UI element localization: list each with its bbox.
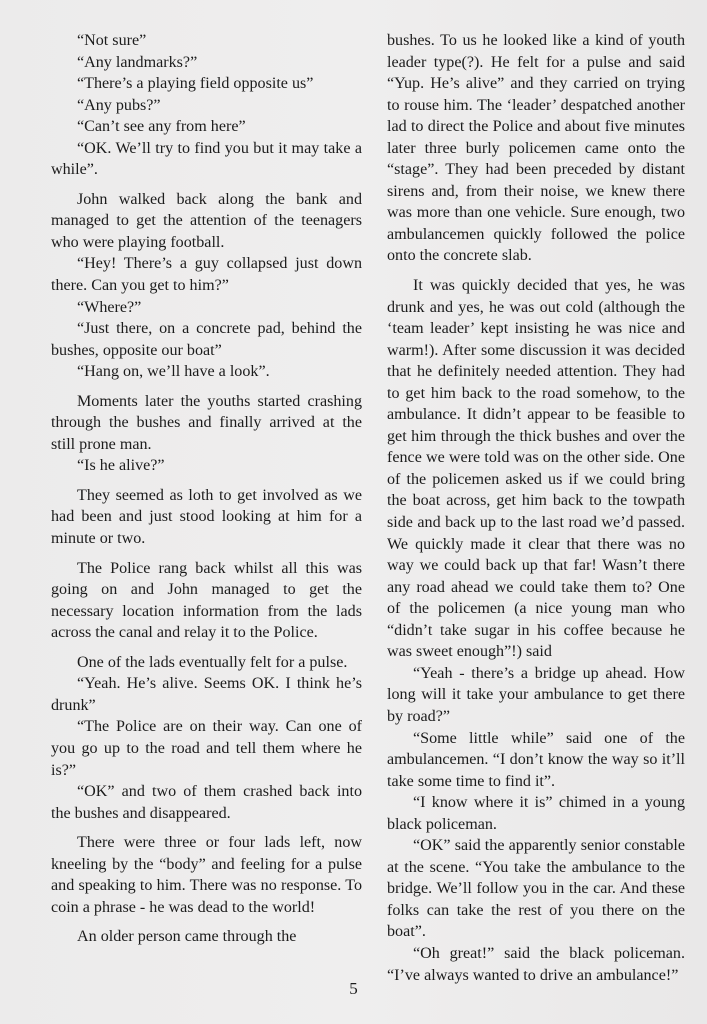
paragraph: “The Police are on their way. Can one of you go up to the road and tell them where he is?” (51, 718, 362, 779)
paragraph: “Any landmarks?” (77, 53, 198, 71)
left-text-column (51, 30, 362, 948)
paragraph: An older person came through the (77, 928, 297, 946)
paragraph: “There’s a playing field opposite us” (77, 75, 314, 93)
paragraph: “Hey! There’s a guy collapsed just down there. Can you get to him?” (51, 255, 362, 295)
paragraph: “Hang on, we’ll have a look”. (77, 363, 270, 381)
paragraph: It was quickly decided that yes, he was drunk and yes, he was out cold (although the ‘team leader’ kept insisting he was nice and warm!). After some discussion it was decided that he definitely needed attention. They had to get him back to the road somehow, to the ambulance. It didn’t appear to be feasible to get him through the thick bushes and over the fence we were told was on the other side. One of the policemen asked us if we could bring the boat across, get him back to the towpath side and back up to the last road we’d passed. We quickly made it clear that there was no way we could back up that far! Wasn’t there any road ahead we could take them to? One of the policemen (a nice young man who “didn’t take sugar in his coffee because he was sweet enough”!) said (387, 277, 685, 661)
paragraph: One of the lads eventually felt for a pulse. (77, 653, 348, 671)
paragraph: “Is he alive?” (77, 457, 165, 475)
paragraph: “Yeah - there’s a bridge up ahead. How long will it take your ambulance to get there by road?” (387, 664, 685, 725)
paragraph: “Any pubs?” (77, 96, 161, 114)
paragraph: Moments later the youths started crashing through the bushes and finally arrived at the still prone man. (51, 392, 362, 453)
right-text-column (387, 30, 685, 986)
paragraph: The Police rang back whilst all this was going on and John managed to get the necessary location information from the lads across the canal and relay it to the Police. (51, 559, 362, 642)
paragraph: “OK” and two of them crashed back into the bushes and disappeared. (51, 783, 362, 822)
paragraph: John walked back along the bank and managed to get the attention of the teenagers who were playing football. (51, 190, 362, 251)
paragraph: “OK” said the apparently senior constable at the scene. “You take the ambulance to the bridge. We’ll follow you in the car. And these folks can take the rest of you there on the boat”. (387, 837, 685, 941)
paragraph: There were three or four lads left, now kneeling by the “body” and feeling for a pulse and speaking to him. There was no response. To coin a phrase - he was dead to the world! (51, 834, 362, 916)
paragraph: “Not sure” (77, 32, 147, 49)
paragraph: “Oh great!” said the black policeman. “I’ve always wanted to drive an ambulance!” (387, 944, 685, 984)
paragraph: “Can’t see any from here” (77, 118, 246, 136)
paragraph: “Yeah. He’s alive. Seems OK. I think he’s drunk” (51, 675, 362, 714)
paragraph: “OK. We’ll try to find you but it may take a while”. (51, 139, 362, 179)
paragraph: bushes. To us he looked like a kind of youth leader type(?). He felt for a pulse and said “Yup. He’s alive” and they carried on trying to rouse him. The ‘leader’ despatched another lad to direct the Police and about five minutes later three burly policemen came onto the “stage”. They had been preceded by distant sirens and, from their noise, we knew there was more than one vehicle. Sure enough, two ambulancemen quickly followed the police onto the concrete slab. (387, 32, 685, 265)
paragraph: “Where?” (77, 298, 142, 316)
paragraph: They seemed as loth to get involved as we had been and just stood looking at him for a minute or two. (51, 486, 362, 548)
paragraph: “I know where it is” chimed in a young black policeman. (387, 794, 685, 833)
paragraph: “Just there, on a concrete pad, behind the bushes, opposite our boat” (51, 320, 362, 359)
page-number: 5 (349, 979, 358, 998)
paragraph: “Some little while” said one of the ambulancemen. “I don’t know the way so it’ll take some time to find it”. (387, 729, 685, 790)
